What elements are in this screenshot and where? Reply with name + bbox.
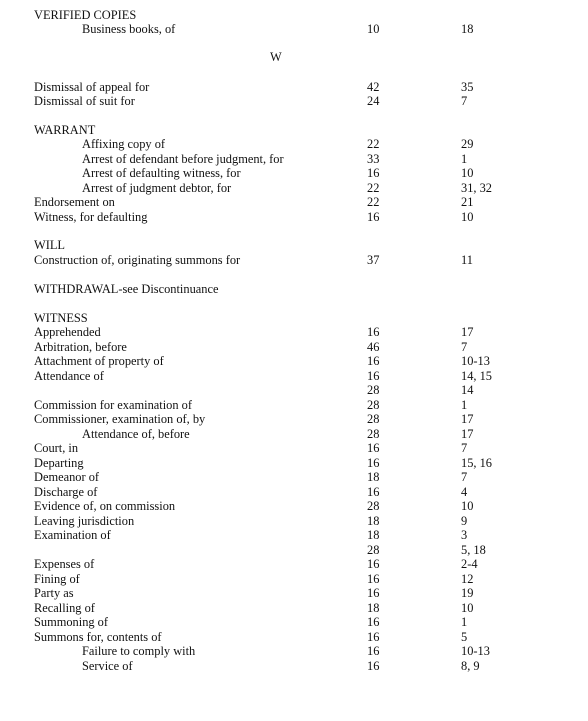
entry-subject: Fining of — [34, 572, 80, 586]
entry-order-number: 37 — [367, 253, 380, 267]
entry-rule-number: 11 — [461, 253, 473, 267]
entry-subject: Witness, for defaulting — [34, 210, 148, 224]
index-entry — [0, 470, 588, 484]
letter-heading: W — [270, 50, 282, 64]
entry-order-number: 16 — [367, 557, 380, 571]
entry-order-number: 18 — [367, 528, 380, 542]
entry-order-number: 16 — [367, 630, 380, 644]
index-entry — [0, 181, 588, 195]
entry-subject: Arbitration, before — [34, 340, 127, 354]
index-entry — [0, 340, 588, 354]
entry-rule-number: 7 — [461, 441, 468, 455]
entry-subject: Affixing copy of — [82, 137, 166, 151]
entry-subject: Expenses of — [34, 557, 95, 571]
entry-rule-number: 17 — [461, 412, 474, 426]
section-heading: WILL — [34, 238, 65, 252]
entry-rule-number: 1 — [461, 152, 468, 166]
entry-subject: Endorsement on — [34, 195, 115, 209]
entry-order-number: 16 — [367, 369, 380, 383]
index-entry — [0, 354, 588, 368]
entry-order-number: 10 — [367, 22, 380, 36]
entry-rule-number: 10-13 — [461, 354, 490, 368]
entry-order-number: 16 — [367, 441, 380, 455]
entry-subject: Attendance of — [34, 369, 104, 383]
entry-order-number: 16 — [367, 456, 380, 470]
entry-subject: Arrest of judgment debtor, for — [82, 181, 232, 195]
entry-order-number: 18 — [367, 514, 380, 528]
entry-order-number: 22 — [367, 181, 380, 195]
entry-rule-number: 14 — [461, 383, 474, 397]
entry-subject: Arrest of defendant before judgment, for — [82, 152, 284, 166]
entry-order-number: 16 — [367, 354, 380, 368]
entry-rule-number: 10 — [461, 499, 474, 513]
entry-order-number: 28 — [367, 412, 380, 426]
entry-subject: Failure to comply with — [82, 644, 196, 658]
entry-order-number: 16 — [367, 644, 380, 658]
entry-order-number: 33 — [367, 152, 380, 166]
entry-subject: Business books, of — [82, 22, 176, 36]
entry-order-number: 16 — [367, 166, 380, 180]
index-heading — [0, 238, 588, 252]
entry-subject: Summons for, contents of — [34, 630, 162, 644]
section-heading: WITNESS — [34, 311, 88, 325]
entry-order-number: 16 — [367, 659, 380, 673]
entry-subject: Apprehended — [34, 325, 101, 339]
entry-rule-number: 7 — [461, 94, 468, 108]
entry-rule-number: 8, 9 — [461, 659, 480, 673]
entry-rule-number: 17 — [461, 427, 474, 441]
entry-subject: Examination of — [34, 528, 111, 542]
entry-order-number: 22 — [367, 137, 380, 151]
index-heading — [0, 282, 588, 296]
index-heading — [0, 311, 588, 325]
entry-order-number: 16 — [367, 210, 380, 224]
entry-rule-number: 17 — [461, 325, 474, 339]
entry-subject: Arrest of defaulting witness, for — [82, 166, 241, 180]
entry-subject: Attachment of property of — [34, 354, 164, 368]
entry-subject: Demeanor of — [34, 470, 100, 484]
entry-rule-number: 10 — [461, 166, 474, 180]
index-entry — [0, 485, 588, 499]
entry-rule-number: 12 — [461, 572, 474, 586]
entry-subject: Service of — [82, 659, 133, 673]
entry-order-number: 16 — [367, 485, 380, 499]
index-entry — [0, 195, 588, 209]
index-entry — [0, 557, 588, 571]
index-entry — [0, 152, 588, 166]
entry-subject: Party as — [34, 586, 74, 600]
entry-subject: Commissioner, examination of, by — [34, 412, 206, 426]
entry-order-number: 24 — [367, 94, 380, 108]
entry-subject: Departing — [34, 456, 84, 470]
index-entry — [0, 615, 588, 629]
entry-rule-number: 10 — [461, 601, 474, 615]
entry-subject: Recalling of — [34, 601, 95, 615]
entry-rule-number: 19 — [461, 586, 474, 600]
entry-order-number: 42 — [367, 80, 380, 94]
entry-subject: Leaving jurisdiction — [34, 514, 135, 528]
index-entry — [0, 166, 588, 180]
section-heading: WARRANT — [34, 123, 96, 137]
entry-subject: Evidence of, on commission — [34, 499, 176, 513]
index-entry — [0, 369, 588, 383]
entry-order-number: 28 — [367, 398, 380, 412]
index-entry — [0, 644, 588, 658]
entry-order-number: 22 — [367, 195, 380, 209]
entry-rule-number: 14, 15 — [461, 369, 492, 383]
index-entry — [0, 601, 588, 615]
section-heading: WITHDRAWAL-see Discontinuance — [34, 282, 219, 296]
index-entry — [0, 412, 588, 426]
entry-rule-number: 21 — [461, 195, 474, 209]
entry-subject: Summoning of — [34, 615, 109, 629]
entry-rule-number: 1 — [461, 398, 468, 412]
entry-order-number: 28 — [367, 427, 380, 441]
index-entry — [0, 499, 588, 513]
index-entry — [0, 253, 588, 267]
index-heading — [0, 8, 588, 22]
index-entry — [0, 630, 588, 644]
index-entry — [0, 528, 588, 542]
entry-subject: Dismissal of appeal for — [34, 80, 150, 94]
entry-rule-number: 15, 16 — [461, 456, 492, 470]
entry-order-number: 18 — [367, 470, 380, 484]
index-entry — [0, 659, 588, 673]
index-entry — [0, 427, 588, 441]
entry-rule-number: 5, 18 — [461, 543, 486, 557]
entry-rule-number: 9 — [461, 514, 468, 528]
entry-order-number: 46 — [367, 340, 380, 354]
entry-rule-number: 31, 32 — [461, 181, 492, 195]
entry-order-number: 28 — [367, 383, 380, 397]
entry-order-number: 16 — [367, 572, 380, 586]
entry-subject: Dismissal of suit for — [34, 94, 135, 108]
section-heading: VERIFIED COPIES — [34, 8, 137, 22]
index-entry — [0, 80, 588, 94]
index-entry — [0, 398, 588, 412]
entry-rule-number: 10-13 — [461, 644, 490, 658]
entry-rule-number: 35 — [461, 80, 474, 94]
entry-rule-number: 3 — [461, 528, 468, 542]
index-entry — [0, 543, 588, 557]
entry-subject: Court, in — [34, 441, 79, 455]
index-entry — [0, 456, 588, 470]
entry-subject: Discharge of — [34, 485, 98, 499]
index-entry — [0, 137, 588, 151]
entry-rule-number: 18 — [461, 22, 474, 36]
index-entry — [0, 383, 588, 397]
entry-rule-number: 2-4 — [461, 557, 478, 571]
index-entry — [0, 325, 588, 339]
entry-subject: Construction of, originating summons for — [34, 253, 241, 267]
entry-rule-number: 4 — [461, 485, 468, 499]
entry-rule-number: 7 — [461, 470, 468, 484]
entry-rule-number: 1 — [461, 615, 468, 629]
index-entry — [0, 210, 588, 224]
entry-rule-number: 29 — [461, 137, 474, 151]
entry-rule-number: 7 — [461, 340, 468, 354]
entry-order-number: 28 — [367, 499, 380, 513]
entry-order-number: 16 — [367, 586, 380, 600]
index-entry — [0, 22, 588, 36]
entry-order-number: 18 — [367, 601, 380, 615]
entry-order-number: 16 — [367, 325, 380, 339]
entry-rule-number: 10 — [461, 210, 474, 224]
entry-rule-number: 5 — [461, 630, 468, 644]
index-entry — [0, 441, 588, 455]
entry-order-number: 28 — [367, 543, 380, 557]
entry-order-number: 16 — [367, 615, 380, 629]
index-entry — [0, 586, 588, 600]
index-entry — [0, 572, 588, 586]
index-entry — [0, 514, 588, 528]
entry-subject: Commission for examination of — [34, 398, 192, 412]
index-entry — [0, 94, 588, 108]
index-heading — [0, 123, 588, 137]
entry-subject: Attendance of, before — [82, 427, 190, 441]
